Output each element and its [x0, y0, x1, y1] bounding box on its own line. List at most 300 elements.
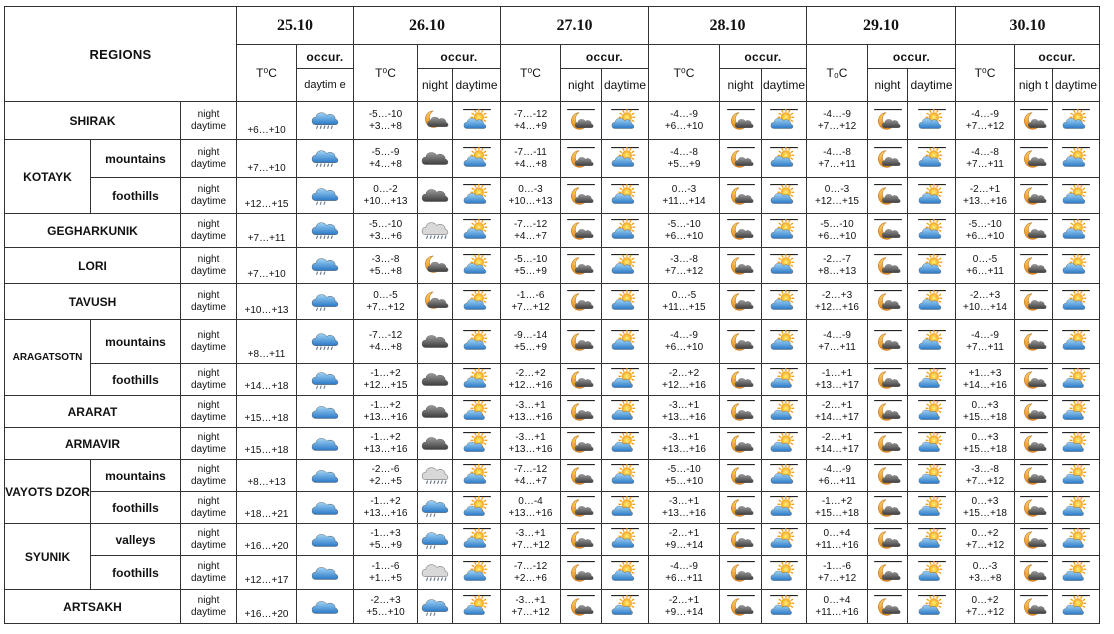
table-row — [5, 214, 1100, 248]
moon-icon — [720, 248, 762, 284]
night-temperature: -2…+1 — [668, 594, 700, 606]
moon-icon — [567, 564, 595, 581]
daytime-temperature: +15…+18 — [244, 413, 289, 424]
temperature-cell — [807, 492, 868, 524]
temperature-cell — [354, 178, 418, 214]
moon-icon — [561, 140, 602, 178]
temperature-cell — [649, 140, 720, 178]
temperature-header: T⁰C — [354, 45, 418, 102]
temperature-cell — [354, 214, 418, 248]
sun-cloud-icon — [1062, 187, 1090, 204]
table-row — [5, 364, 1100, 396]
sun-cloud-icon — [770, 150, 798, 167]
moon-icon — [720, 492, 762, 524]
daytime-temperature: +9…+14 — [664, 606, 704, 618]
daytime-temperature: +4…+9 — [514, 120, 547, 132]
daytime-temperature: +7…+10 — [247, 163, 286, 174]
dark-cloud-icon — [421, 187, 449, 204]
sun-cloud-icon — [611, 150, 639, 167]
night-temperature: -2…+3 — [969, 289, 1001, 301]
moon-icon — [727, 333, 755, 350]
night-label: night — [197, 463, 220, 475]
moon-icon — [868, 460, 908, 492]
temperature-cell — [501, 364, 561, 396]
temperature-cell — [956, 590, 1015, 624]
sun-icon — [1062, 598, 1090, 615]
temperature-cell — [956, 248, 1015, 284]
daytime-temperature: +6…+10 — [817, 230, 857, 242]
temperature-cell — [237, 428, 297, 460]
moon-icon — [561, 284, 602, 320]
temperature-cell — [956, 428, 1015, 460]
night-temperature: 0…-5 — [671, 289, 697, 301]
sun-icon — [611, 435, 639, 452]
temperature-cell — [649, 492, 720, 524]
heavy-rain-cloud-icon — [421, 222, 449, 239]
moon-icon — [720, 556, 762, 590]
daytime-temperature: +6…+10 — [664, 341, 704, 353]
moon-icon — [561, 428, 602, 460]
sun-icon — [762, 524, 807, 556]
daytime-header: daytime — [762, 69, 807, 102]
night-temperature: -1…+2 — [370, 495, 401, 507]
sun-cloud-icon — [453, 178, 501, 214]
sun-icon — [770, 499, 798, 516]
temperature-cell — [807, 590, 868, 624]
light-rain-cloud-icon — [311, 257, 339, 274]
night-temperature: -5…-10 — [368, 218, 403, 230]
daytime-temperature: +13…+16 — [508, 411, 553, 423]
table-row — [5, 396, 1100, 428]
moon-icon — [874, 112, 902, 129]
daytime-label: daytime — [190, 379, 226, 391]
sun-icon — [602, 364, 649, 396]
temperature-cell — [501, 320, 561, 364]
moon-icon — [720, 140, 762, 178]
sun-cloud-icon — [463, 371, 491, 388]
moon-icon — [720, 102, 762, 140]
night-temperature: 0…-3 — [824, 183, 850, 195]
night-temperature: -1…-6 — [371, 560, 400, 572]
night-temperature: -2…-7 — [823, 253, 851, 265]
temperature-cell — [237, 556, 297, 590]
moon-icon — [561, 248, 602, 284]
night-temperature: -7…-12 — [368, 329, 403, 341]
daytime-temperature: +7…+12 — [965, 475, 1005, 487]
night-temperature: -3…+1 — [515, 594, 546, 606]
sun-icon — [908, 428, 956, 460]
dark-cloud-icon — [421, 403, 449, 420]
sun-icon — [453, 492, 501, 524]
sun-icon — [770, 564, 798, 581]
sun-cloud-icon — [918, 112, 946, 129]
temperature-cell — [237, 492, 297, 524]
forecast-table — [4, 6, 1100, 624]
sun-icon — [1062, 467, 1090, 484]
daytime-temperature: +7…+11 — [966, 158, 1004, 170]
sun-cloud-icon — [453, 140, 501, 178]
daytime-temperature: +12…+16 — [508, 379, 553, 391]
sun-icon — [762, 428, 807, 460]
daytime-temperature: +4…+8 — [369, 158, 402, 170]
night-temperature: 0…+3 — [971, 431, 999, 443]
sun-cloud-icon — [908, 284, 956, 320]
sun-icon — [611, 598, 639, 615]
moon-icon — [874, 150, 902, 167]
daytime-temperature: +12…+17 — [244, 575, 289, 586]
sun-cloud-icon — [453, 320, 501, 364]
sun-cloud-icon — [918, 187, 946, 204]
night-label: night — [197, 183, 220, 195]
night-temperature: -3…-8 — [670, 253, 698, 265]
light-rain-cloud-icon — [297, 248, 354, 284]
night-temperature: -5…-10 — [667, 218, 701, 230]
heavy-rain-cloud-icon — [418, 556, 453, 590]
dark-cloud-icon — [421, 333, 449, 350]
night-temperature: -1…+2 — [370, 431, 401, 443]
subregion-name — [91, 556, 181, 590]
region-label: VAYOTS DZOR — [5, 484, 90, 499]
temperature-cell — [649, 590, 720, 624]
light-rain-cloud-icon — [418, 590, 453, 624]
occurrence-header: occur. — [720, 45, 807, 69]
night-temperature: -2…+1 — [668, 527, 700, 539]
night-temperature: 0…+2 — [971, 594, 999, 606]
night-label: night — [197, 431, 220, 443]
sun-cloud-icon — [453, 364, 501, 396]
moon-icon — [567, 150, 595, 167]
daytime-temperature: +13…+16 — [363, 443, 408, 455]
moon-icon — [1015, 364, 1053, 396]
daytime-temperature: +16…+20 — [244, 609, 289, 620]
subregion-label: mountains — [105, 151, 166, 166]
sun-icon — [602, 590, 649, 624]
sun-icon — [918, 531, 946, 548]
temperature-cell — [354, 428, 418, 460]
temperature-cell — [237, 590, 297, 624]
daytime-temperature: +11…+16 — [815, 539, 859, 551]
blue-cloud-icon — [297, 492, 354, 524]
table-row — [5, 178, 1100, 214]
region-label: KOTAYK — [23, 169, 72, 184]
moon-icon — [1020, 257, 1048, 274]
moon-icon — [1020, 187, 1048, 204]
region-name — [5, 396, 181, 428]
subregion-name — [91, 140, 181, 178]
moon-icon — [561, 102, 602, 140]
table-row — [5, 590, 1100, 624]
sun-cloud-icon — [453, 460, 501, 492]
daytime-temperature: +6…+11 — [966, 265, 1004, 277]
moon-icon — [868, 428, 908, 460]
table-row — [5, 102, 1100, 140]
daytime-temperature: +7…+12 — [965, 120, 1005, 132]
temperature-cell — [501, 460, 561, 492]
subregion-name — [91, 460, 181, 492]
sun-icon — [1062, 371, 1090, 388]
sun-cloud-icon — [602, 284, 649, 320]
sun-cloud-icon — [762, 248, 807, 284]
moon-icon — [1020, 531, 1048, 548]
daytime-temperature: +4…+7 — [514, 230, 547, 242]
table-row — [5, 248, 1100, 284]
moon-icon — [874, 564, 902, 581]
sun-icon — [453, 590, 501, 624]
moon-icon — [727, 187, 755, 204]
moon-icon — [1015, 178, 1053, 214]
sun-icon — [762, 556, 807, 590]
sun-icon — [1062, 531, 1090, 548]
sun-icon — [602, 428, 649, 460]
sun-cloud-icon — [602, 178, 649, 214]
temperature-header: T₀C — [807, 45, 868, 102]
temperature-cell — [354, 102, 418, 140]
sun-cloud-icon — [1062, 112, 1090, 129]
temperature-cell — [807, 460, 868, 492]
daytime-temperature: +13…+16 — [508, 443, 553, 455]
period-labels — [181, 590, 237, 624]
moon-icon — [561, 364, 602, 396]
night-temperature: -7…-12 — [513, 463, 548, 475]
daytime-temperature: +2…+6 — [514, 572, 547, 584]
daytime-label: daytime — [190, 507, 226, 519]
daytime-temperature: +15…+18 — [815, 507, 859, 519]
temperature-cell — [501, 524, 561, 556]
sun-icon — [611, 499, 639, 516]
moon-icon — [727, 467, 755, 484]
daytime-temperature: +4…+7 — [514, 475, 547, 487]
table-row — [5, 492, 1100, 524]
dark-cloud-icon — [418, 178, 453, 214]
moon-icon — [1015, 492, 1053, 524]
period-labels — [181, 460, 237, 492]
temperature-cell — [807, 556, 868, 590]
moon-icon — [874, 403, 902, 420]
sun-icon — [918, 371, 946, 388]
region-name — [5, 590, 181, 624]
sun-icon — [908, 364, 956, 396]
light-rain-cloud-icon — [418, 492, 453, 524]
night-label: night — [197, 527, 220, 539]
temperature-header: T⁰C — [237, 45, 297, 102]
temperature-cell — [354, 140, 418, 178]
subregion-name — [91, 524, 181, 556]
moon-icon — [868, 492, 908, 524]
moon-icon — [1020, 112, 1048, 129]
temperature-cell — [501, 102, 561, 140]
light-rain-cloud-icon — [418, 524, 453, 556]
daytime-temperature: +15…+18 — [963, 507, 1007, 519]
daytime-label: daytime — [190, 230, 226, 242]
sun-icon — [918, 598, 946, 615]
daytime-temperature: +12…+16 — [662, 379, 706, 391]
night-temperature: -2…+2 — [668, 367, 700, 379]
night-temperature: -1…-6 — [823, 560, 851, 572]
region-name — [5, 140, 91, 214]
sun-cloud-icon — [762, 140, 807, 178]
moon-icon — [567, 467, 595, 484]
moon-icon — [874, 257, 902, 274]
temperature-cell — [649, 102, 720, 140]
moon-icon — [567, 435, 595, 452]
sun-cloud-icon — [602, 524, 649, 556]
moon-icon — [567, 403, 595, 420]
sun-cloud-icon — [770, 187, 798, 204]
table-row — [5, 524, 1100, 556]
daytime-temperature: +15…+18 — [244, 445, 289, 456]
region-label: SYUNIK — [24, 549, 71, 564]
sun-cloud-icon — [1053, 140, 1100, 178]
daytime-temperature: +4…+8 — [369, 341, 402, 353]
night-label: night — [197, 218, 220, 230]
temperature-cell — [501, 178, 561, 214]
sun-cloud-icon — [762, 178, 807, 214]
moon-icon — [874, 333, 902, 350]
rain-cloud-icon — [311, 112, 339, 129]
moon-cloud-icon — [418, 102, 453, 140]
daytime-temperature: +7…+12 — [817, 120, 857, 132]
daytime-temperature: +7…+12 — [965, 539, 1005, 551]
heavy-rain-cloud-icon — [421, 467, 449, 484]
temperature-cell — [354, 556, 418, 590]
occurrence-header: occur. — [418, 45, 501, 69]
daytime-temperature: +10…+13 — [508, 195, 553, 207]
night-temperature: 0…-3 — [671, 183, 697, 195]
daytime-temperature: +7…+11 — [818, 158, 856, 170]
sun-cloud-icon — [762, 102, 807, 140]
temperature-cell — [956, 492, 1015, 524]
temperature-cell — [501, 284, 561, 320]
sun-cloud-icon — [918, 293, 946, 310]
temperature-cell — [237, 248, 297, 284]
rain-cloud-icon — [297, 140, 354, 178]
daytime-label: daytime — [190, 572, 226, 584]
night-temperature: 0…+4 — [823, 594, 851, 606]
blue-cloud-icon — [311, 467, 339, 484]
occurrence-header: occur. — [297, 45, 354, 69]
sun-icon — [463, 403, 491, 420]
moon-icon — [1015, 524, 1053, 556]
moon-icon — [1015, 102, 1053, 140]
light-rain-cloud-icon — [297, 284, 354, 320]
night-temperature: -4…-9 — [670, 108, 698, 120]
period-labels — [181, 524, 237, 556]
night-label: night — [197, 146, 220, 158]
moon-icon — [561, 396, 602, 428]
temperature-cell — [649, 248, 720, 284]
light-rain-cloud-icon — [421, 531, 449, 548]
daytime-temperature: +6…+10 — [664, 120, 704, 132]
sun-cloud-icon — [463, 150, 491, 167]
sun-cloud-icon — [453, 524, 501, 556]
temperature-cell — [354, 248, 418, 284]
blue-cloud-icon — [311, 499, 339, 516]
daytime-label: daytime — [190, 195, 226, 207]
moon-icon — [720, 524, 762, 556]
night-header: nigh t — [1015, 69, 1053, 102]
night-label: night — [197, 399, 220, 411]
temperature-cell — [649, 428, 720, 460]
night-temperature: -5…-10 — [820, 218, 854, 230]
temperature-cell — [956, 284, 1015, 320]
rain-cloud-icon — [297, 214, 354, 248]
period-labels — [181, 248, 237, 284]
daytime-header: daytime — [908, 69, 956, 102]
blue-cloud-icon — [297, 428, 354, 460]
moon-icon — [1015, 284, 1053, 320]
temperature-cell — [807, 214, 868, 248]
night-header: night — [561, 69, 602, 102]
daytime-temperature: +7…+11 — [966, 341, 1004, 353]
subregion-label: foothills — [112, 500, 159, 515]
night-temperature: -3…+1 — [515, 527, 546, 539]
heavy-rain-cloud-icon — [418, 214, 453, 248]
temperature-cell — [354, 492, 418, 524]
night-temperature: -1…+2 — [821, 495, 853, 507]
sun-icon — [1062, 403, 1090, 420]
blue-cloud-icon — [297, 524, 354, 556]
daytime-temperature: +3…+6 — [369, 230, 402, 242]
temperature-cell — [237, 214, 297, 248]
night-temperature: -4…-8 — [971, 146, 999, 158]
sun-cloud-icon — [1053, 284, 1100, 320]
sun-cloud-icon — [611, 333, 639, 350]
daytime-header: daytim e — [297, 69, 354, 102]
moon-icon — [561, 178, 602, 214]
forecast-table-wrapper — [4, 6, 1100, 624]
moon-icon — [1015, 590, 1053, 624]
sun-icon — [908, 460, 956, 492]
daytime-temperature: +11…+14 — [662, 195, 706, 207]
sun-icon — [463, 435, 491, 452]
daytime-header: daytime — [1053, 69, 1100, 102]
sun-icon — [463, 598, 491, 615]
sun-cloud-icon — [602, 320, 649, 364]
moon-icon — [727, 531, 755, 548]
night-temperature: -1…+1 — [821, 367, 853, 379]
subregion-label: foothills — [112, 372, 159, 387]
sun-icon — [762, 396, 807, 428]
blue-cloud-icon — [297, 460, 354, 492]
temperature-cell — [237, 364, 297, 396]
temperature-cell — [807, 428, 868, 460]
moon-icon — [874, 293, 902, 310]
daytime-temperature: +13…+16 — [662, 507, 706, 519]
daytime-temperature: +6…+11 — [818, 475, 856, 487]
region-name — [5, 460, 91, 524]
moon-icon — [868, 590, 908, 624]
moon-icon — [727, 564, 755, 581]
daytime-label: daytime — [190, 539, 226, 551]
daytime-temperature: +15…+18 — [963, 411, 1007, 423]
sun-icon — [602, 396, 649, 428]
night-temperature: 0…+4 — [823, 527, 851, 539]
sun-cloud-icon — [918, 150, 946, 167]
rain-cloud-icon — [297, 320, 354, 364]
sun-cloud-icon — [463, 293, 491, 310]
temperature-cell — [956, 396, 1015, 428]
moon-icon — [720, 178, 762, 214]
temperature-cell — [956, 178, 1015, 214]
night-temperature: +1…+3 — [968, 367, 1002, 379]
subregion-name — [91, 492, 181, 524]
dark-cloud-icon — [421, 150, 449, 167]
temperature-cell — [237, 102, 297, 140]
night-temperature: -2…+3 — [370, 594, 401, 606]
daytime-temperature: +7…+12 — [511, 301, 550, 313]
subregion-label: mountains — [105, 468, 166, 483]
sun-cloud-icon — [918, 257, 946, 274]
